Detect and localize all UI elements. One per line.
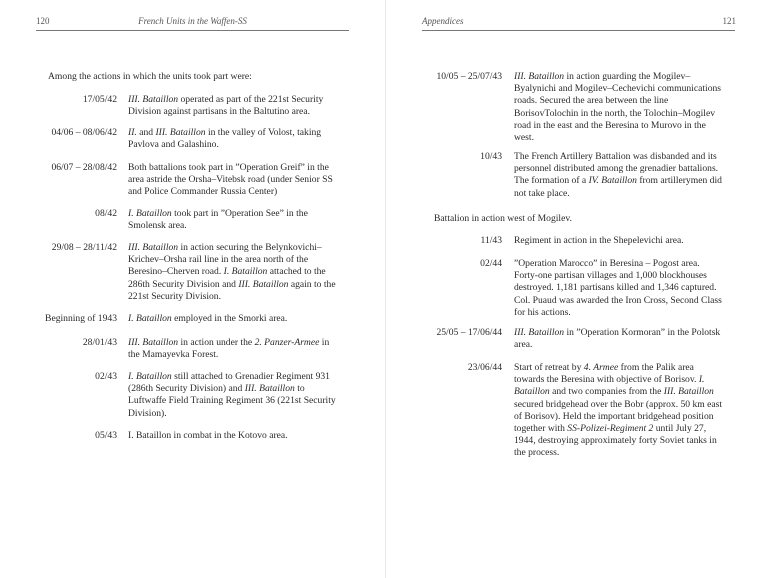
- entry-date: 04/06 – 08/06/42: [51, 127, 117, 138]
- text: ”Operation Marocco” in Beresina – Pogost area. Forty-one partisan villages and 1,000 blockhouses destroyed. 1,181 partisans killed and 1,346 captured. Col. Puaud was awarded the Iron Cross, Second Class for his actions.: [514, 258, 722, 318]
- left-page: [0, 0, 385, 578]
- italic-text: I. Bataillon: [514, 374, 705, 398]
- text: Regiment in action in the Shepelevichi area.: [514, 235, 684, 246]
- entry-description: [514, 235, 726, 247]
- text: in the Mamayevka Forest.: [128, 337, 330, 361]
- right-running-title: [422, 16, 463, 26]
- italic-text: III. Bataillon: [238, 278, 289, 290]
- page-number: 121: [722, 16, 736, 26]
- italic-text: III. Bataillon: [155, 127, 206, 138]
- intro-text: Among the actions in which the units took part were:: [48, 71, 252, 82]
- italic-text: III. Bataillon: [514, 327, 565, 338]
- italic-text: III. Bataillon: [128, 242, 179, 253]
- entry-date: Beginning of 1943: [45, 313, 117, 324]
- entry-date: 10/05 – 25/07/43: [436, 71, 502, 82]
- entry-date: 02/44: [480, 258, 502, 269]
- italic-text: II.: [128, 127, 137, 138]
- entry-description: [128, 371, 340, 420]
- header-rule: [422, 30, 735, 31]
- text: Start of retreat by: [514, 362, 584, 373]
- italic-text: III. Bataillon: [128, 337, 179, 348]
- entry-date: 06/07 – 28/08/42: [51, 162, 117, 173]
- entry-description: [514, 327, 726, 351]
- italic-text: 4. Armee: [583, 362, 619, 373]
- right-page-number: [723, 16, 737, 26]
- italic-text: III. Bataillon: [514, 71, 565, 82]
- text: The French Artillery Battalion was disbanded and its personnel distributed among the grenadier battalions. The formation of a: [514, 151, 719, 187]
- text: again to the 221st Security Division.: [128, 278, 336, 302]
- italic-text: SS-Polizei-Regiment 2: [567, 423, 654, 435]
- text: from artillerymen did not take place.: [514, 175, 722, 199]
- text: secured bridgehead over the Bobr (approx. 50 km east of Borisov). Held the important bridgehead position together with: [514, 398, 723, 435]
- italic-text: I. Bataillon: [128, 208, 172, 219]
- entry-date: 29/08 – 28/11/42: [51, 242, 117, 253]
- entry-date: 02/43: [95, 371, 117, 382]
- entry-description: [128, 94, 340, 118]
- entry-description: [514, 362, 726, 460]
- italic-text: III. Bataillon: [244, 383, 295, 395]
- entry-description: [128, 208, 340, 232]
- italic-text: 2. Panzer-Armee: [254, 337, 320, 348]
- entry-date: 05/43: [95, 430, 117, 441]
- italic-text: I. Bataillon: [223, 266, 268, 278]
- text: until July 27, 1944, destroying approximately forty Soviet tanks in the process.: [514, 423, 717, 459]
- text: I. Bataillon in combat in the Kotovo area.: [128, 430, 288, 441]
- italic-text: I. Bataillon: [128, 313, 172, 324]
- entry-description: [514, 71, 726, 144]
- entry-date: 08/42: [95, 208, 117, 219]
- text: in action securing the Belynkovichi–Krichev–Orsha rail line in the area north of the Beresino–Cherven road.: [128, 242, 322, 278]
- right-page: [386, 0, 771, 578]
- entry-date: 23/06/44: [467, 362, 502, 373]
- text: and: [136, 127, 156, 138]
- entry-description: [128, 127, 340, 151]
- text: from the Palik area towards the Beresina with objective of Borisov.: [514, 362, 699, 386]
- italic-text: I. Bataillon: [128, 371, 172, 382]
- running-title: Appendices: [422, 16, 464, 26]
- italic-text: IV. Bataillon: [588, 175, 637, 187]
- entry-description: [128, 337, 340, 361]
- entry-date: 10/43: [480, 151, 502, 162]
- entry-date: 11/43: [480, 235, 502, 246]
- entry-description: [514, 151, 726, 200]
- text: operated as part of the 221st Security Division against partisans in the Baltutino area.: [128, 94, 324, 118]
- entry-description: [128, 242, 340, 303]
- page-number: 120: [36, 16, 50, 26]
- text: still attached to Grenadier Regiment 931 (286th Security Division) and: [128, 371, 330, 395]
- entry-description: [128, 313, 340, 325]
- entry-date: 28/01/43: [82, 337, 117, 348]
- header-rule: [36, 30, 349, 31]
- text: and two companies from the: [549, 386, 664, 398]
- entry-date: 25/05 – 17/06/44: [436, 327, 502, 338]
- italic-text: III. Bataillon: [128, 94, 179, 105]
- text: took part in ”Operation See” in the Smolensk area.: [128, 208, 308, 232]
- text: Both battalions took part in ”Operation Greif” in the area astride the Orsha–Vitebsk road (under Senior SS and Police Commander Russia Center): [128, 162, 333, 198]
- text: in the valley of Volost, taking Pavlova and Galashino.: [128, 127, 322, 151]
- entry-description: [128, 430, 340, 442]
- running-title: French Units in the Waffen-SS: [138, 16, 247, 26]
- text: in action guarding the Mogilev–Byalynichi and Mogilev–Cechevichi communications roads. Secured the area between the line BorisovTolochin in the north, the Tolochin–Mogilev road in the east and the Beresina to Murovo in the west.: [514, 71, 722, 144]
- entry-description: [128, 162, 340, 199]
- entry-description: [514, 258, 726, 319]
- entry-date: 17/05/42: [82, 94, 117, 105]
- text: to Luftwaffe Field Training Regiment 36 (221st Security Division).: [128, 383, 336, 419]
- text: in action under the: [178, 337, 255, 348]
- section-text: Battalion in action west of Mogilev.: [434, 213, 572, 224]
- text: in ”Operation Kormoran” in the Polotsk area.: [514, 327, 721, 351]
- text: attached to the 286th Security Division and: [128, 266, 326, 290]
- text: employed in the Smorki area.: [171, 313, 288, 324]
- left-running-title: [0, 16, 385, 26]
- italic-text: III. Bataillon: [663, 386, 714, 398]
